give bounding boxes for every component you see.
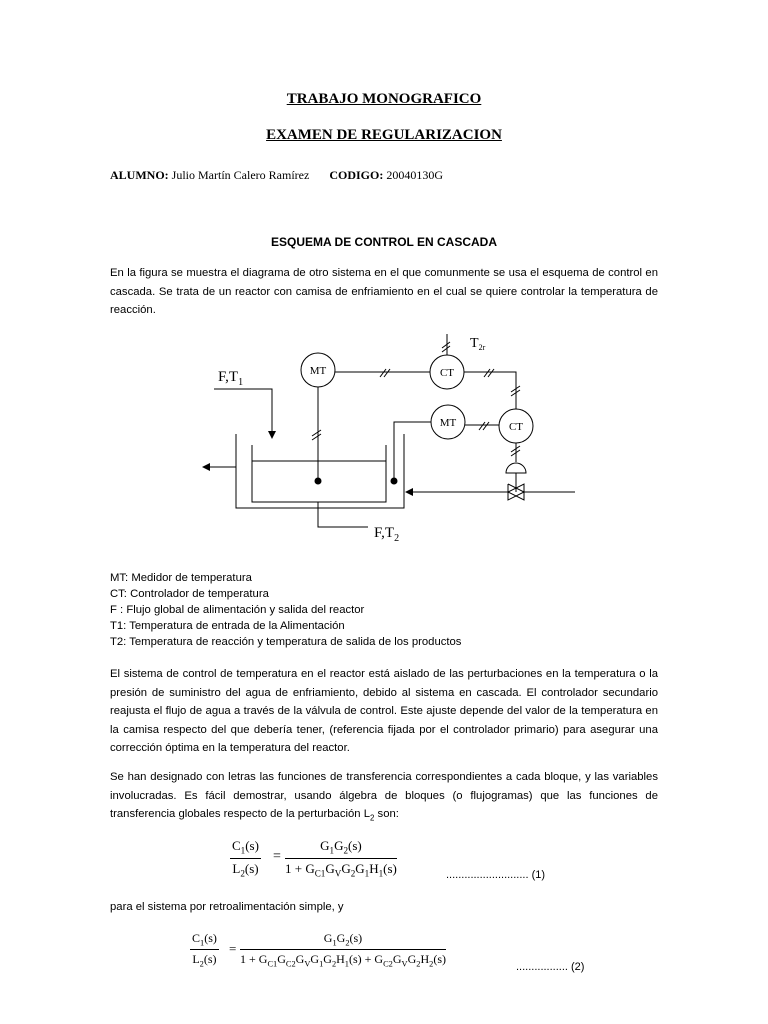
reactor-vessel-inner [252, 445, 386, 502]
legend-item: MT: Medidor de temperatura [110, 572, 252, 584]
valve-actuator [506, 463, 526, 473]
input-flow-label: $F,T_1$ [218, 369, 244, 388]
legend-item: T2: Temperatura de reacción y temperatura de salida de los productos [110, 636, 462, 648]
legend-item: F : Flujo global de alimentación y salida del reactor [110, 604, 365, 616]
equation-2-number: ................. (2) [516, 961, 585, 973]
legend-item: CT: Controlador de temperatura [110, 588, 269, 600]
product-outlet-line [318, 502, 368, 527]
equation-2-equals: = [229, 941, 237, 956]
reactor-jacket-outer [236, 434, 404, 508]
equation-1-equals: = [273, 849, 281, 864]
student-line [110, 168, 443, 183]
mt-mid-label: MT [439, 417, 457, 429]
equation-1-rhs: $G_1G_2(s)$ $1 + G_{C1}G_VG_2G_1H_1(s)$ [285, 838, 397, 879]
legend-item: T1: Temperatura de entrada de la Alimentación [110, 620, 345, 632]
document-title: TRABAJO MONOGRAFICO [286, 91, 482, 107]
codigo-value: 20040130G [386, 168, 443, 182]
input-flow-line [214, 389, 272, 438]
transfer-functions-paragraph: Se han designado con letras las funciones de transferencia correspondientes a cada bloque, y las variables involucradas. Es fácil demostrar, usando álgebra de bloques (o flujogramas) que las funciones de transferencia globales respecto de la perturbación $L_2$ son: [110, 771, 658, 823]
equation-1-lhs: $\frac{C_1(s)}{L_2(s)}$ [232, 838, 259, 879]
reactor-temp-sensor [315, 478, 322, 485]
between-equations-text: para el sistema por retroalimentación simple, y [110, 901, 344, 913]
document-subtitle: EXAMEN DE REGULARIZACION [266, 127, 502, 143]
codigo-label: CODIGO: [329, 168, 384, 182]
alumno-value: Julio Martín Calero Ramírez [171, 168, 310, 182]
mt-top-label: MT [309, 365, 327, 377]
equation-2-rhs: $G_1G_2(s)$ $1 + G_{C1}G_{C2}G_VG_1G_2H_1(s) + G_{C2}G_VG_2H_2(s)$ [240, 931, 446, 969]
ct-mid-label: CT [508, 421, 524, 433]
equation-1-number: ........................... (1) [446, 869, 546, 881]
legend-list [110, 570, 461, 650]
cascade-control-diagram [195, 325, 585, 550]
jacket-temp-sensor [391, 478, 398, 485]
explanation-paragraph: El sistema de control de temperatura en el reactor está aislado de las perturbaciones en la temperatura o la presión de suministro del agua de enfriamiento, debido al sistema en cascada. El controlador secundario reajusta el flujo de agua a través de la válvula de control. Este ajuste depende del valor de la temperatura en la camisa respecto del que debería tener, (referencia fijada por el controlador primario) para asegurar una corrección óptima en la temperatura del reactor. [110, 668, 658, 754]
ct-top-label: CT [439, 367, 455, 379]
setpoint-label: $T_{2r}$ [470, 336, 486, 352]
equation-2-lhs: $\frac{C_1(s)}{L_2(s)}$ [192, 931, 217, 969]
alumno-label: ALUMNO: [110, 168, 169, 182]
section-title: ESQUEMA DE CONTROL EN CASCADA [270, 235, 497, 249]
output-flow-label: $F,T_2$ [374, 525, 400, 544]
intro-paragraph: En la figura se muestra el diagrama de otro sistema en el que comunmente se usa el esquema de control en cascada. Se trata de un reactor con camisa de enfriamiento en el cual se quiere controlar la temperatura de reacción. [110, 267, 658, 316]
